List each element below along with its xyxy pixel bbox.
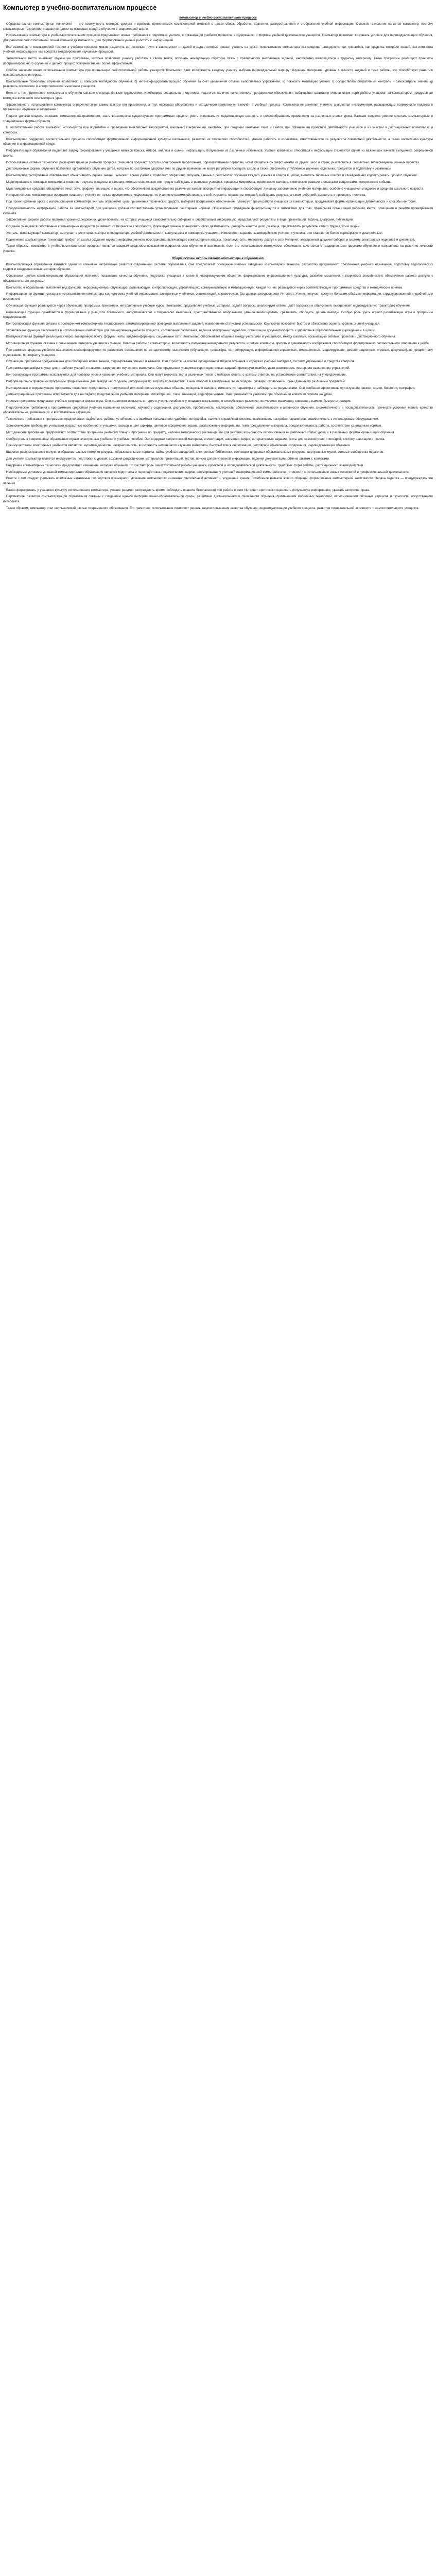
paragraph: Компьютерные технологии обучения позволяют: а) повысить наглядность обучения; б) интенсифицировать процесс обучения за счёт увеличения объёма выполняемых упражнений; в) повысить мотивацию учения; г) осуществлять оперативный контроль и самоконтроль знаний; д) развивать логическое и алгоритмическое мышление учащихся.: [3, 80, 433, 89]
paragraph: Компьютерная поддержка воспитательного процесса способствует формированию информационной культуры школьников, развитию их творческих способностей, умения работать в коллективе, ответственности за результаты совместной деятельности, а также воспитанию культуры общения в информационной среде.: [3, 138, 433, 146]
paragraph: Все возможности компьютерной техники в учебном процессе можно разделить на несколько групп в зависимости от целей и задач, которые решает учитель на уроке: использование компьютера как средства наглядности, как тренажёра, как средства контроля знаний, как источника учебной информации и как средства моделирования изучаемых процессов.: [3, 45, 433, 54]
paragraph: Педагог должен владеть основами компьютерной грамотности, знать возможности существующих программных средств, уметь оценивать их педагогическую ценность и целесообразность применения на различных этапах урока. Важным является умение сочетать компьютерные и традиционные формы обучения.: [3, 115, 433, 123]
paragraph: Основными целями компьютеризации образования являются: повышение качества обучения, подготовка учащихся к жизни в информационном обществе, формирование информационной культуры, развитие мышления и творческих способностей, обеспечение равного доступа к образовательным ресурсам.: [3, 275, 433, 283]
paragraph: Применение компьютерных технологий требует от школы создания единого информационного пространства, включающего компьютерные классы, локальную сеть, медиатеку, доступ к сети Интернет, электронный документооборот и систему электронных журналов и дневников.: [6, 238, 415, 242]
paragraph: Значительное место занимают обучающие программы, которые позволяют ученику работать в своём темпе, получать немедленную обратную связь о правильности выполнения заданий, многократно возвращаться к трудному материалу. Такие программы реализуют принципы программированного обучения и делают процесс усвоения знаний более эффективным.: [3, 57, 433, 65]
paragraph: Вместе с тем следует учитывать возможные негативные последствия чрезмерного увлечения компьютером: снижение двигательной активности, ухудшение зрения, ослабление навыков живого общения, формирование компьютерной зависимости. Задача педагога — предупреждать эти явления.: [3, 477, 433, 485]
paragraph: Дистанционные формы обучения позволяют организовать обучение детей, которые по состоянию здоровья или по другим причинам не могут регулярно посещать школу, а также обеспечить углублённое изучение отдельных предметов и подготовку к экзаменам.: [6, 167, 392, 171]
paragraph: Технические требования к программам предполагают надёжность работы, устойчивость к ошибкам пользователя, удобство интерфейса, наличие справочной системы, возможность настройки параметров, совместимость с используемым оборудованием.: [6, 418, 379, 421]
paragraph: Продолжительность непрерывной работы за компьютером для учащихся должна соответствовать установленным санитарным нормам. Обязательно проведение физкультминуток и гимнастики для глаз, правильная организация рабочего места, освещения и режима проветривания кабинета.: [3, 207, 433, 215]
paragraph: Информационно-справочные программы предназначены для вывода необходимой информации по запросу пользователя. К ним относятся электронные энциклопедии, словари, справочники, базы данных по различным предметам.: [6, 380, 346, 383]
paragraph: В воспитательной работе компьютер используется при подготовке и проведении внеклассных мероприятий, школьных конференций, выставок, при создании школьных газет и сайтов, при организации проектной деятельности учащихся и их участии в дистанционных олимпиадах и конкурсах.: [3, 126, 433, 134]
paragraph: Обучающая функция реализуется через обучающие программы, тренажёры, интерактивные учебные курсы. Компьютер предъявляет учебный материал, задаёт вопросы, анализирует ответы, даёт подсказки и объяснения, выстраивает индивидуальную траекторию обучения.: [6, 304, 411, 308]
paragraph: Педагогические требования к программным средствам учебного назначения включают: научность содержания, доступность, проблемность, наглядность, обеспечение сознательности и активности обучения, систематичность и последовательность, прочность усвоения знаний, единство образовательных, развивающих и воспитательных функций.: [3, 406, 433, 415]
paragraph: Демонстрационные программы используются для наглядного представления учебного материала: иллюстраций, схем, анимаций, видеофрагментов. Они применяются учителем при объяснении нового материала на уроке.: [6, 393, 333, 397]
paragraph: Использование сетевых технологий расширяет границы учебного процесса. Учащиеся получают доступ к электронным библиотекам, образовательным порталам, могут общаться со сверстниками из других школ и стран, участвовать в совместных телекоммуникационных проектах.: [6, 161, 420, 164]
paragraph: Программы-тренажёры служат для отработки умений и навыков, закрепления изученного материала. Они предлагают учащимся серии однотипных заданий, фиксируют ошибки, дают возможность повторного выполнения упражнений.: [6, 367, 350, 370]
paragraph: Важно формировать у учащихся культуру использования компьютера, умение разумно распределять время, соблюдать правила безопасности при работе в сети Интернет, критически оценивать получаемую информацию, уважать авторские права.: [6, 488, 370, 492]
paragraph: Компьютерное тестирование обеспечивает объективность оценки знаний, экономит время учителя, позволяет оперативно получать данные о результатах обучения каждого ученика и класса в целом, выявлять типичные ошибки и своевременно корректировать процесс обучения.: [6, 174, 418, 178]
paragraph: Мультимедийные средства объединяют текст, звук, графику, анимацию и видео, что обеспечивает воздействие на различные каналы восприятия информации и способствует лучшему запоминанию учебного материала, особенно учащимися младшего и среднего школьного возраста.: [6, 187, 424, 191]
paragraph: Методические требования предполагают соответствие программы учебному плану и программе по предмету, наличие методических рекомендаций для учителя, возможность использования на различных этапах урока и в различных формах организации обучения.: [6, 431, 395, 434]
paragraph: Внедрение компьютерных технологий предполагает изменение методики обучения. Возрастает роль самостоятельной работы учащихся, проектной и исследовательской деятельности, групповых форм работы, дистанционного взаимодействия.: [6, 464, 364, 467]
paragraph: Образовательная компьютерная технология — это совокупность методов, средств и приемов, применяемых компьютерной техникой с целью сбора, обработки, хранения, распространения и отображения учебной информации. Основой технологии является компьютер, поэтому компьютерные технологии становятся одним из основных средств обучения в современной школе.: [3, 23, 433, 31]
paragraph: Компьютеризация образования является одним из ключевых направлений развития современной системы образования. Она предполагает оснащение учебных заведений компьютерной техникой, разработку программного обеспечения учебного назначения, подготовку педагогических кадров и внедрение новых методов обучения.: [3, 263, 433, 272]
paragraph: Развивающая функция проявляется в формировании у учащихся логического, алгоритмического и творческого мышления, пространственного воображения, умений анализировать, сравнивать, обобщать, делать выводы. Особую роль здесь играют развивающие игры и программы моделирования.: [3, 311, 433, 319]
paragraph: Эргономические требования учитывают возрастные особенности учащихся: размер и цвет шрифта, цветовое оформление экрана, расположение информации, темп предъявления материала, продолжительность работы, соответствие санитарным нормам.: [6, 425, 382, 428]
paragraph: Таким образом, компьютер стал неотъемлемой частью современного образования. Его грамотное использование позволяет решать задачи повышения качества обучения, индивидуализации учебного процесса, развития познавательной активности и самостоятельности учащихся.: [6, 506, 420, 510]
section-body-2: [3, 263, 433, 512]
paragraph: Моделирование с помощью компьютера позволяет изучать процессы и явления, которые невозможно или трудно наблюдать в реальных условиях: процессы микромира, космические явления, химические реакции с опасными веществами, исторические события.: [6, 180, 392, 184]
section-heading-1: Компьютер в учебно-воспитательном процессе: [179, 16, 257, 20]
paragraph: Эффективность использования компьютера определяется не самим фактом его применения, а тем, насколько обоснованно и методически грамотно он включён в учебный процесс. Компьютер не заменяет учителя, а является инструментом, расширяющим возможности педагога в организации обучения и воспитания.: [3, 103, 433, 112]
paragraph: Широкое распространение получили образовательные интернет-ресурсы: образовательные порталы, сайты учебных заведений, электронные библиотеки, коллекции цифровых образовательных ресурсов, виртуальные музеи, сетевые сообщества педагогов.: [6, 451, 384, 454]
paragraph: Перспективы развития компьютеризации образования связаны с созданием единой информационно-образовательной среды, развитием дистанционного и смешанного обучения, применением мобильных технологий, использованием облачных сервисов и технологий искусственного интеллекта.: [3, 495, 433, 504]
paragraph: Управляющая функция заключается в использовании компьютера для планирования учебного процесса, составления расписания, ведения электронных журналов, организации документооборота и управления образовательным учреждением в целом.: [6, 329, 376, 332]
paragraph: Программные средства учебного назначения классифицируются по различным основаниям: по методическому назначению (обучающие, тренажёры, контролирующие, информационно-справочные, имитационные, моделирующие, демонстрационные, игровые, досуговые), по предметному содержанию, по возрасту учащихся.: [3, 349, 433, 357]
paragraph: Необходимым условием успешной компьютеризации образования является подготовка и переподготовка педагогических кадров, формирование у учителей информационной компетентности, готовности к использованию новых технологий в профессиональной деятельности.: [6, 470, 410, 474]
section-body-1: [3, 22, 433, 255]
paragraph: Таким образом, компьютер в учебно-воспитательном процессе является мощным средством повышения эффективности обучения и воспитания, если его использование методически обосновано, сочетается с традиционными формами обучения и направлено на развитие личности ученика.: [3, 245, 433, 253]
paragraph: Вместе с тем применение компьютера в обучении связано с определёнными трудностями. Необходима специальная подготовка педагогов, наличие качественного программного обеспечения, соблюдение санитарно-гигиенических норм работы учащихся за компьютером, продуманная методика включения компьютера в урок.: [3, 92, 433, 100]
paragraph: Компьютер в образовании выполняет ряд функций: информационную, обучающую, развивающую, контролирующую, управляющую, коммуникативную и мотивационную. Каждая из них реализуется через соответствующие программные средства и методические приёмы.: [6, 286, 404, 290]
paragraph: Преимуществами электронных учебников являются: мультимедийность, интерактивность, возможность нелинейного изучения материала, быстрый поиск информации, регулярное обновление содержания, индивидуализация обучения.: [6, 444, 351, 448]
paragraph: Информационная функция связана с использованием компьютера как источника учебной информации: электронных учебников, энциклопедий, справочников, баз данных, ресурсов сети Интернет. Ученик получает доступ к большим объёмам информации, структурированной и удобной для восприятия.: [3, 293, 433, 301]
paragraph: Для учителя компьютер является инструментом подготовки к урокам: создания дидактических материалов, презентаций, тестов, поиска дополнительной информации, ведения документации, обмена опытом с коллегами.: [6, 457, 330, 461]
paragraph: При проектировании урока с использованием компьютера учитель определяет цели применения технических средств, выбирает программное обеспечение, планирует время работы учащихся за компьютером, продумывает формы организации деятельности и способы контроля.: [6, 200, 417, 204]
paragraph: Информатизация образования выдвигает задачу формирования у учащихся навыков поиска, отбора, анализа и оценки информации, получаемой из различных источников. Умение критически относиться к информации становится одним из важнейших качеств выпускника современной школы.: [3, 149, 433, 158]
paragraph: Мотивационная функция связана с повышением интереса учащихся к учению. Новизна работы с компьютером, возможность получения немедленного результата, игровые элементы, яркость и динамичность изображения способствуют формированию положительного отношения к учёбе.: [6, 342, 430, 346]
section-heading-2: Общие основы использования компьютера в образовании: [171, 257, 265, 260]
paragraph: Использование компьютера в учебно-воспитательном процессе предъявляет новые требования к подготовке учителя, к организации учебного процесса, к содержанию и формам учебной деятельности учащихся. Компьютер позволяет создавать условия для индивидуализации обучения, для развития самостоятельной познавательной деятельности, для формирования умений работать с информацией.: [3, 34, 433, 42]
paragraph: Учитель, использующий компьютер, выступает в роли организатора и координатора учебной деятельности, консультанта и помощника учащихся. Изменяется характер взаимодействия учителя и ученика: оно становится более партнёрским и диалогичным.: [6, 231, 382, 235]
paragraph: Коммуникативная функция реализуется через электронную почту, форумы, чаты, видеоконференции, социальные сети. Компьютер обеспечивает общение между учителями и учащимися, между школами, организацию сетевых проектов и дистанционного обучения.: [6, 335, 396, 339]
paragraph: Игровые программы предлагают учебные ситуации в форме игры. Они позволяют повысить интерес к учению, особенно у младших школьников, и способствуют развитию логического мышления, внимания, памяти, быстроты реакции.: [6, 400, 352, 403]
paragraph: Эффективной формой работы являются уроки-исследования, уроки-проекты, на которых учащиеся самостоятельно собирают и обрабатывают информацию, представляют результаты в виде презентаций, таблиц, диаграмм, публикаций.: [6, 218, 354, 222]
paragraph: Контролирующие программы используются для проверки уровня усвоения учебного материала. Они могут включать тесты различных типов: с выбором ответа, с кратким ответом, на установление соответствия, на упорядочивание.: [6, 373, 347, 377]
paragraph: Интерактивность компьютерных программ позволяет ученику не только воспринимать информацию, но и активно взаимодействовать с ней: изменять параметры моделей, наблюдать результаты своих действий, выдвигать и проверять гипотезы.: [6, 194, 367, 197]
article-title: Компьютер в учебно-воспитательном процессе: [3, 4, 157, 11]
paragraph: Контролирующая функция связана с проведением компьютерного тестирования, автоматизированной проверкой выполнения заданий, накоплением статистики успеваемости. Компьютер позволяет быстро и объективно оценить уровень знаний учащихся.: [6, 322, 380, 326]
paragraph: Имитационные и моделирующие программы позволяют представить в графической или иной форме изучаемые объекты, процессы и явления, изменять их параметры и наблюдать за результатами. Они особенно эффективны при изучении физики, химии, биологии, географии.: [6, 386, 415, 390]
paragraph: Особое значение имеет использование компьютера при организации самостоятельной работы учащихся. Компьютер даёт возможность каждому ученику выбрать индивидуальный маршрут изучения материала, уровень сложности заданий и темп работы, что способствует развитию познавательного интереса.: [3, 69, 433, 77]
paragraph: Создание учащимися собственных компьютерных продуктов развивает их творческие способности, формирует умение планировать свою деятельность, доводить начатое дело до конца, представлять результаты своего труда другим людям.: [6, 225, 361, 229]
paragraph: Обучающие программы предназначены для сообщения новых знаний, формирования умений и навыков. Они строятся на основе определённой модели обучения и содержат учебный материал, систему упражнений и средства контроля.: [6, 360, 355, 364]
paragraph: Особую роль в современном образовании играют электронные учебники и учебные пособия. Они содержат теоретический материал, иллюстрации, анимации, видео, интерактивные задания, тесты для самоконтроля, глоссарий, систему навигации и поиска.: [6, 437, 386, 441]
